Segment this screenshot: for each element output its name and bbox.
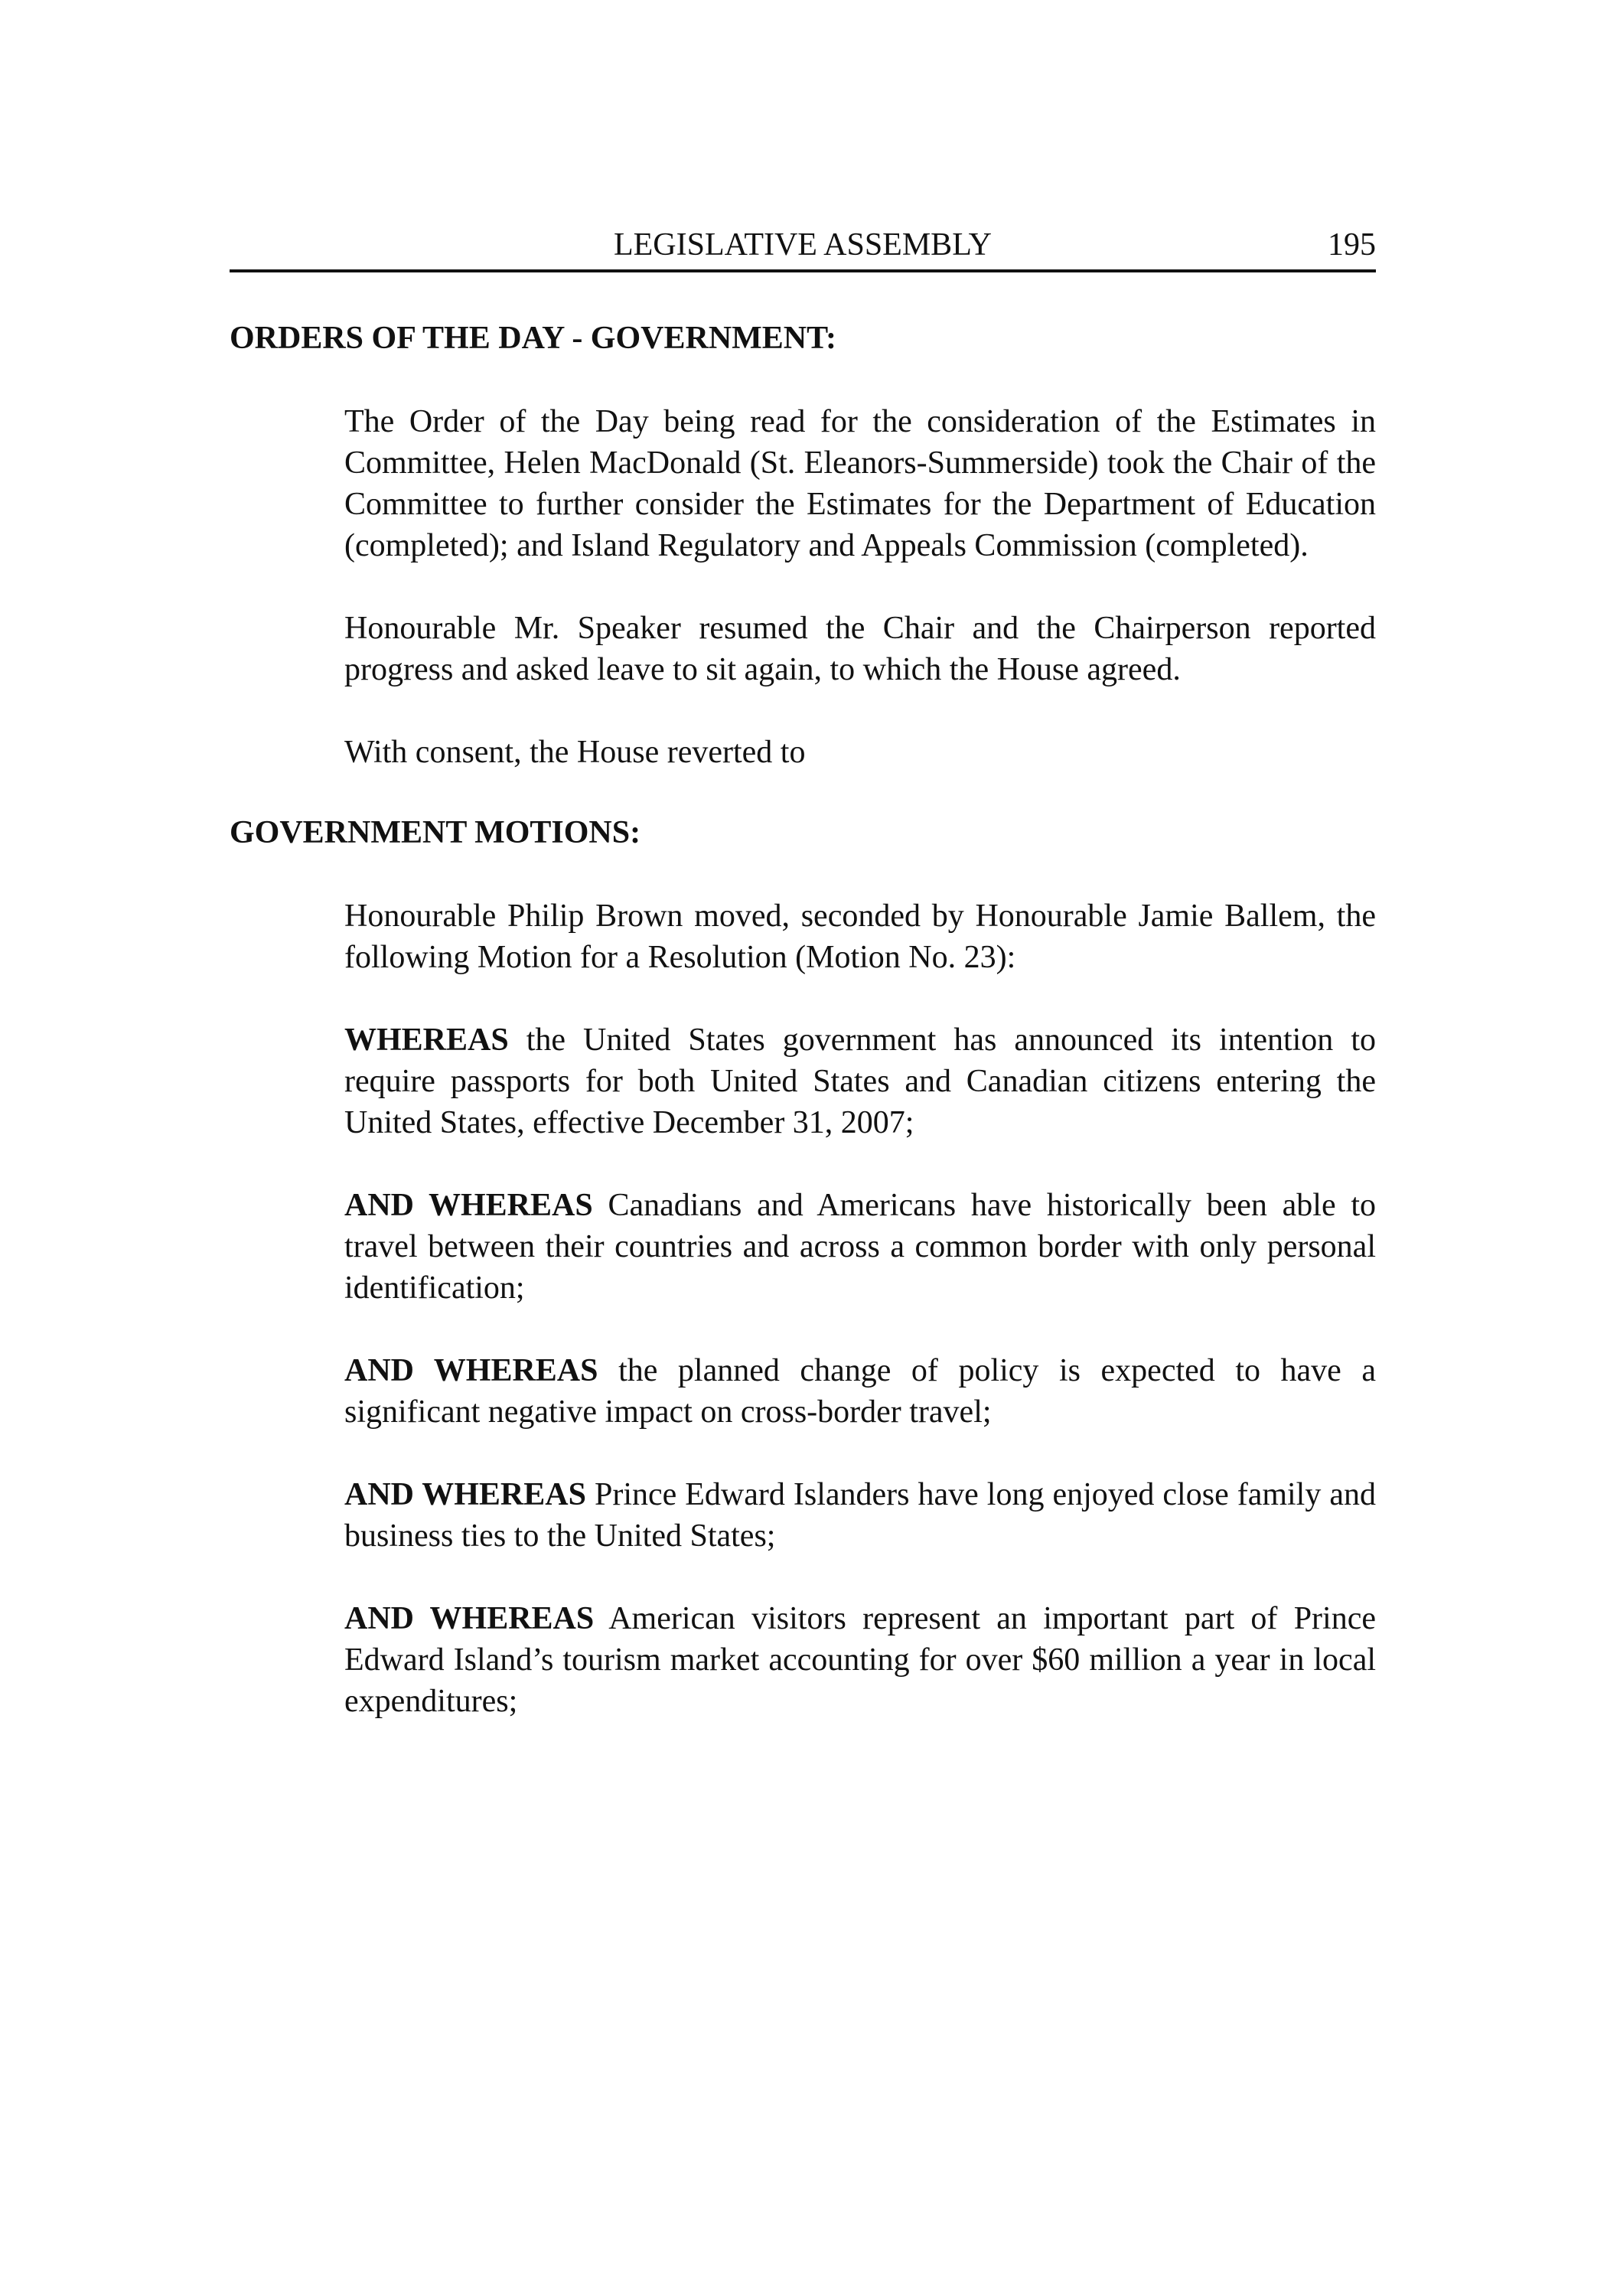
running-header <box>230 222 1376 272</box>
clause-text: Canadians and Americans have historically been able to travel between their countries and across a common border with only personal identification; <box>344 1188 1376 1306</box>
header-title: LEGISLATIVE ASSEMBLY <box>614 227 992 263</box>
clause-whereas-family-ties <box>344 1474 1376 1557</box>
clause-whereas-policy-impact <box>344 1350 1376 1433</box>
clause-text: the planned change of policy is expected to have a significant negative impact on cross-border travel; <box>344 1353 1377 1430</box>
clause-whereas-travel-history <box>344 1185 1376 1309</box>
document-page <box>230 222 1376 1722</box>
section-heading-orders-of-the-day: ORDERS OF THE DAY - GOVERNMENT: <box>230 321 837 356</box>
clause-whereas-tourism-market <box>344 1598 1376 1722</box>
clause-lead: WHEREAS <box>344 1022 509 1058</box>
clause-lead: AND WHEREAS <box>344 1477 586 1512</box>
page-number: 195 <box>1328 227 1376 263</box>
section-heading-government-motions: GOVERNMENT MOTIONS: <box>230 815 641 850</box>
clause-text: Prince Edward Islanders have long enjoyed close family and business ties to the United States; <box>344 1477 1376 1554</box>
clause-text: the United States government has announced its intention to require passports for both United States and Canadian citizens entering the United States, effective December 31, 2007; <box>344 1022 1376 1140</box>
clause-lead: AND WHEREAS <box>344 1353 598 1388</box>
clause-lead: AND WHEREAS <box>344 1188 593 1223</box>
paragraph-motion-intro: Honourable Philip Brown moved, seconded by Honourable Jamie Ballem, the following Motion for a Resolution (Motion No. 23): <box>344 899 1376 975</box>
clause-whereas-passports <box>344 1019 1376 1143</box>
paragraph-estimates-committee: The Order of the Day being read for the consideration of the Estimates in Committee, Helen MacDonald (St. Eleanors-Summerside) took the Chair of the Committee to further consider the Estimates for the Department of Education (completed); and Island Regulatory and Appeals Commission (completed). <box>344 404 1376 563</box>
paragraph-speaker-resumed: Honourable Mr. Speaker resumed the Chair and the Chairperson reported progress and asked leave to sit again, to which the House agreed. <box>344 611 1376 687</box>
paragraph-house-reverted: With consent, the House reverted to <box>344 735 806 770</box>
clause-lead: AND WHEREAS <box>344 1601 595 1636</box>
clause-text: American visitors represent an important part of Prince Edward Island’s tourism market accounting for over $60 million a year in local expenditures; <box>344 1601 1376 1719</box>
